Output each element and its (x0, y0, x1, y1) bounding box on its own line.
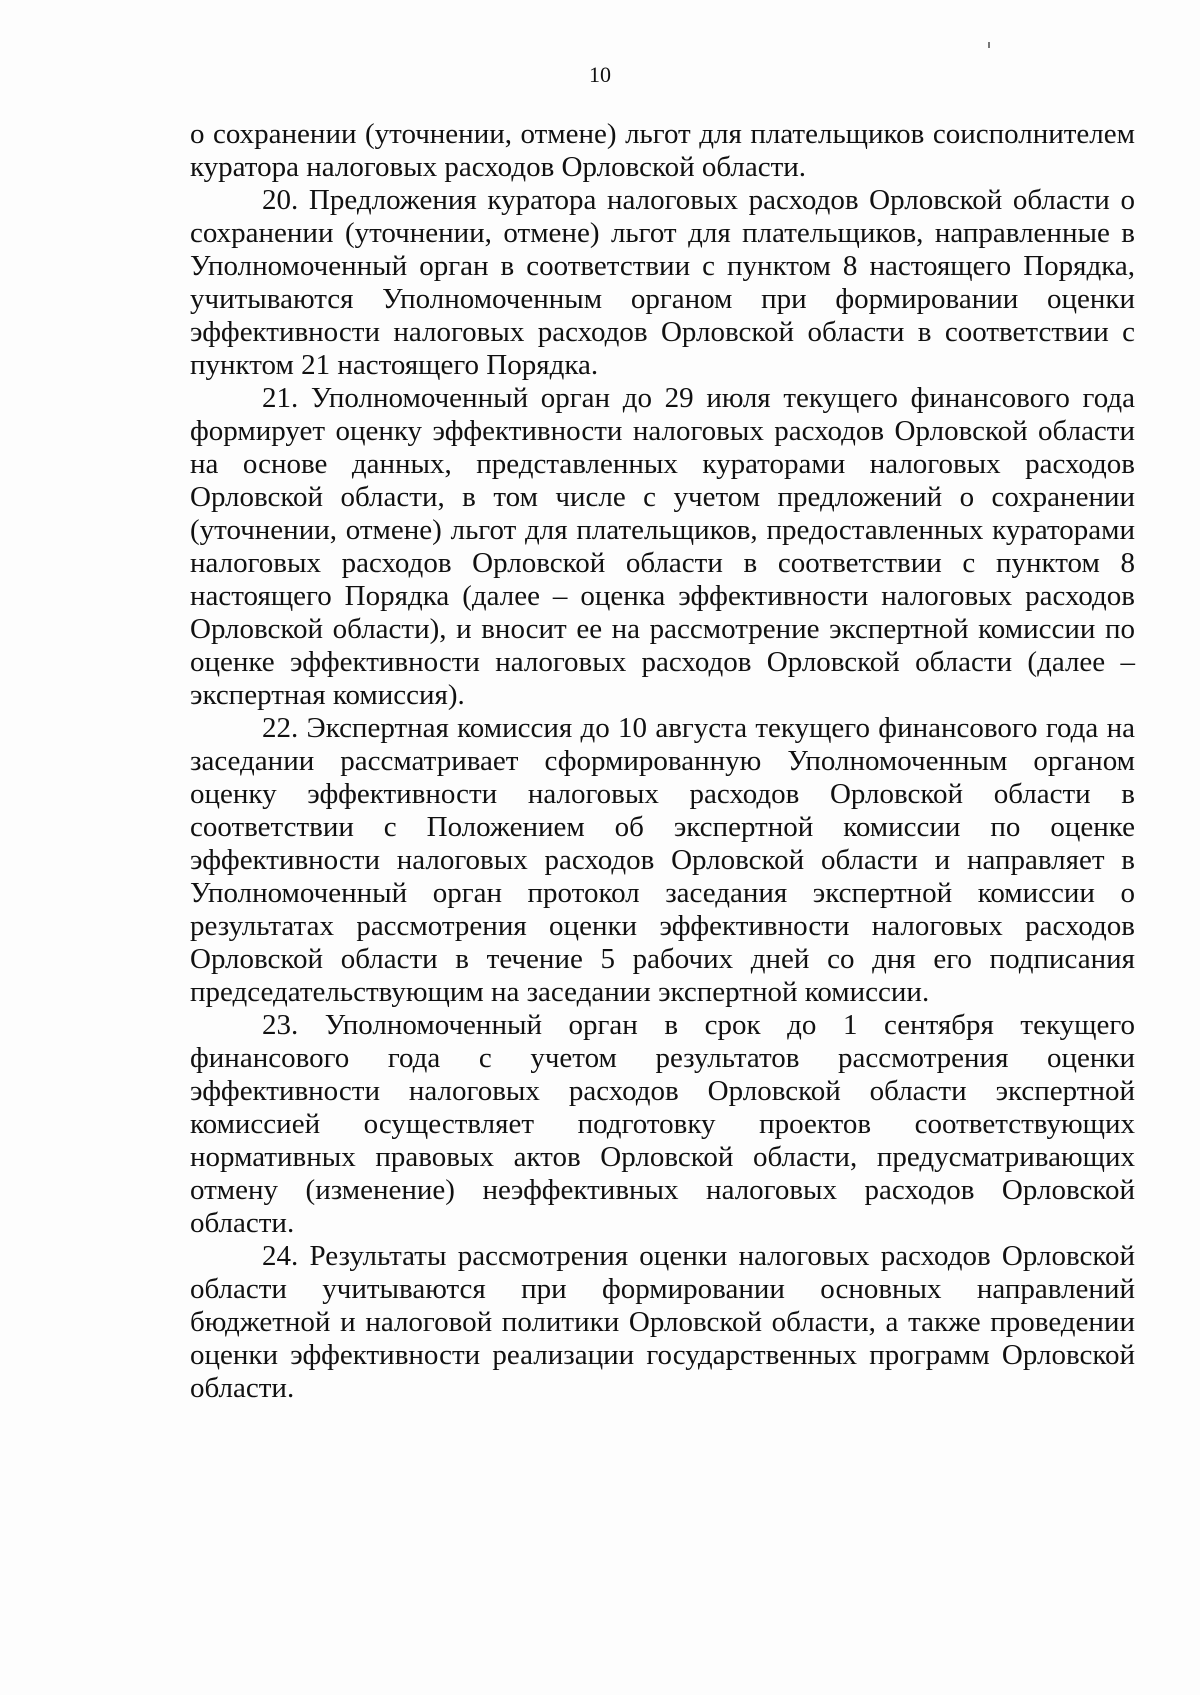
document-body (190, 118, 1135, 1405)
paragraph-20: 20. Предложения куратора налоговых расходов Орловской области о сохранении (уточнении, отмене) льгот для плательщиков, направленные в Уполномоченный орган в соответствии с пунктом 8 настоящего Порядка, учитываются Уполномоченным органом при формировании оценки эффективности налоговых расходов Орловской области в соответствии с пунктом 21 настоящего Порядка. (190, 184, 1135, 381)
paragraph-22: 22. Экспертная комиссия до 10 августа текущего финансового года на заседании рассматривает сформированную Уполномоченным органом оценку эффективности налоговых расходов Орловской области в соответствии с Положением об экспертной комиссии по оценке эффективности налоговых расходов Орловской области и направляет в Уполномоченный орган протокол заседания экспертной комиссии о результатах рассмотрения оценки эффективности налоговых расходов Орловской области в течение 5 рабочих дней со дня его подписания председательствующим на заседании экспертной комиссии. (190, 712, 1135, 1008)
page-number: 10 (589, 62, 611, 87)
paragraph-24: 24. Результаты рассмотрения оценки налоговых расходов Орловской области учитываются при формировании основных направлений бюджетной и налоговой политики Орловской области, а также проведении оценки эффективности реализации государственных программ Орловской области. (190, 1240, 1135, 1404)
paragraph-continuation: о сохранении (уточнении, отмене) льгот для плательщиков соисполнителем куратора налоговых расходов Орловской области. (190, 118, 1135, 183)
paragraph-23: 23. Уполномоченный орган в срок до 1 сентября текущего финансового года с учетом результатов рассмотрения оценки эффективности налоговых расходов Орловской области экспертной комиссией осуществляет подготовку проектов соответствующих нормативных правовых актов Орловской области, предусматривающих отмену (изменение) неэффективных налоговых расходов Орловской области. (190, 1009, 1135, 1239)
scan-mark (988, 42, 990, 48)
paragraph-21: 21. Уполномоченный орган до 29 июля текущего финансового года формирует оценку эффективности налоговых расходов Орловской области на основе данных, представленных кураторами налоговых расходов Орловской области, в том числе с учетом предложений о сохранении (уточнении, отмене) льгот для плательщиков, предоставленных кураторами налоговых расходов Орловской области в соответствии с пунктом 8 настоящего Порядка (далее – оценка эффективности налоговых расходов Орловской области), и вносит ее на рассмотрение экспертной комиссии по оценке эффективности налоговых расходов Орловской области (далее – экспертная комиссия). (190, 382, 1135, 711)
